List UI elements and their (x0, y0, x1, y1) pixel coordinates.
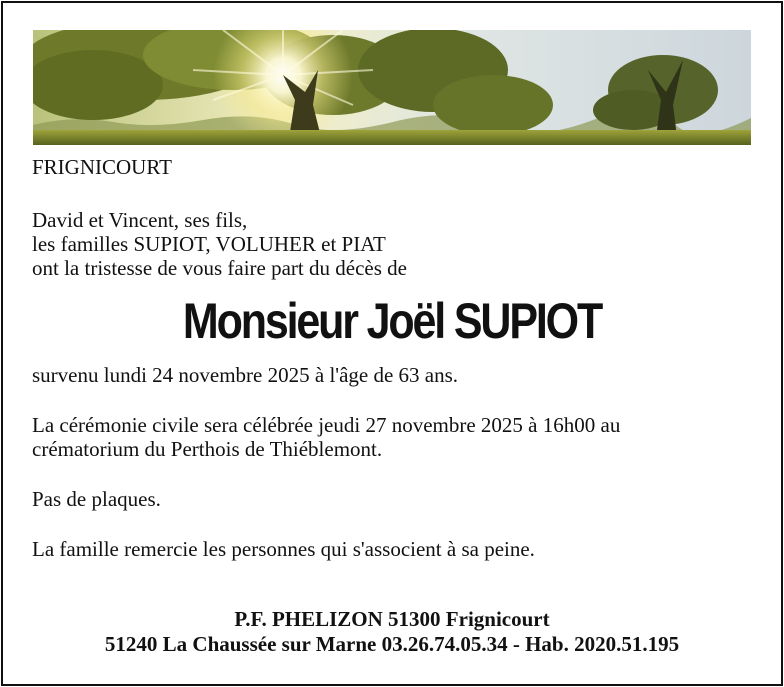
announcement-line-2: les familles SUPIOT, VOLUHER et PIAT (32, 232, 386, 256)
ceremony-line-1: La cérémonie civile sera célébrée jeudi 27 novembre 2025 à 16h00 au (32, 413, 621, 437)
announcement-line-1: David et Vincent, ses fils, (32, 208, 248, 232)
deceased-name: Monsieur Joël SUPIOT (182, 293, 602, 349)
funeral-home-line-1: P.F. PHELIZON 51300 Frignicourt (234, 607, 550, 631)
family-thanks-line: La famille remercie les personnes qui s'associent à sa peine. (32, 537, 535, 561)
no-plaques-line: Pas de plaques. (32, 487, 161, 511)
announcement-line-3: ont la tristesse de vous faire part du décès de (32, 256, 407, 280)
funeral-home-line-2: 51240 La Chaussée sur Marne 03.26.74.05.34 - Hab. 2020.51.195 (104, 632, 680, 656)
death-date-line: survenu lundi 24 novembre 2025 à l'âge de 63 ans. (32, 363, 459, 387)
ceremony-line-2: crématorium du Perthois de Thiéblemont. (32, 437, 383, 461)
town-heading: FRIGNICOURT (32, 155, 172, 179)
sunlit-trees-banner-image (33, 30, 751, 145)
